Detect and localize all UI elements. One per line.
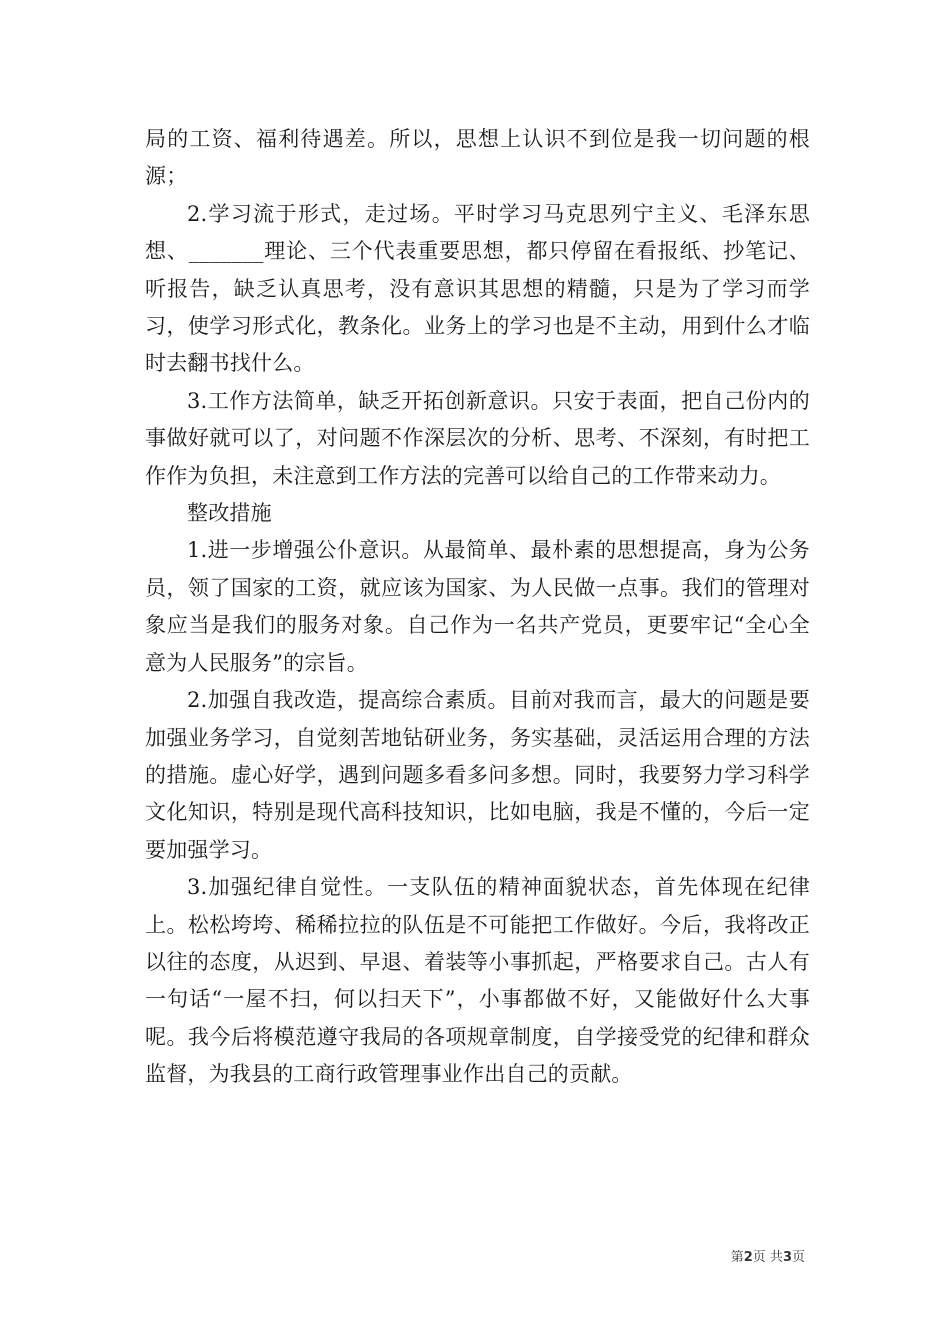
paragraph-self-improvement: 2.加强自我改造，提高综合素质。目前对我而言，最大的问题是要加强业务学习，自觉刻苦地钻研业务，务实基础，灵活运用合理的方法的措施。虚心好学，遇到问题多看多问多想。同时，我要努力学习科学文化知识，特别是现代高科技知识，比如电脑，我是不懂的，今后一定要加强学习。 xyxy=(145,688,810,862)
section-heading-rectification: 整改措施 xyxy=(187,501,272,526)
footer-total-pages: 3 xyxy=(782,1250,792,1265)
page-number-footer xyxy=(731,1246,805,1265)
footer-prefix: 第 xyxy=(730,1250,744,1265)
footer-middle: 页 共 xyxy=(752,1250,783,1265)
paragraph-work-method: 3.工作方法简单，缺乏开拓创新意识。只安于表面，把自己份内的事做好就可以了，对问题不作深层次的分析、思考、不深刻，有时把工作作为负担，未注意到工作方法的完善可以给自己的工作带来动力。 xyxy=(145,388,810,488)
document-body xyxy=(145,121,810,1094)
paragraph-continuation: 局的工资、福利待遇差。所以，思想上认识不到位是我一切问题的根源； xyxy=(145,127,810,189)
paragraph-discipline: 3.加强纪律自觉性。一支队伍的精神面貌状态，首先体现在纪律上。松松垮垮、稀稀拉拉的队伍是不可能把工作做好。今后，我将改正以往的态度，从迟到、早退、着装等小事抓起，严格要求自己。古人有一句话“一屋不扫，何以扫天下”，小事都做不好，又能做好什么大事呢。我今后将模范遵守我局的各项规章制度，自学接受党的纪律和群众监督，为我县的工商行政管理事业作出自己的贡献。 xyxy=(145,875,810,1087)
footer-suffix: 页 xyxy=(791,1250,805,1265)
paragraph-public-servant: 1.进一步增强公仆意识。从最简单、最朴素的思想提高，身为公务员，领了国家的工资，就应该为国家、为人民做一点事。我们的管理对象应当是我们的服务对象。自己作为一名共产党员，更要牢记“全心全意为人民服务”的宗旨。 xyxy=(145,538,810,675)
paragraph-study-formality: 2.学习流于形式，走过场。平时学习马克思列宁主义、毛泽东思想、_______理论、三个代表重要思想，都只停留在看报纸、抄笔记、听报告，缺乏认真思考，没有意识其思想的精髓，只是为了学习而学习，使学习形式化，教条化。业务上的学习也是不主动，用到什么才临时去翻书找什么。 xyxy=(145,201,810,376)
footer-current-page: 2 xyxy=(743,1250,753,1265)
